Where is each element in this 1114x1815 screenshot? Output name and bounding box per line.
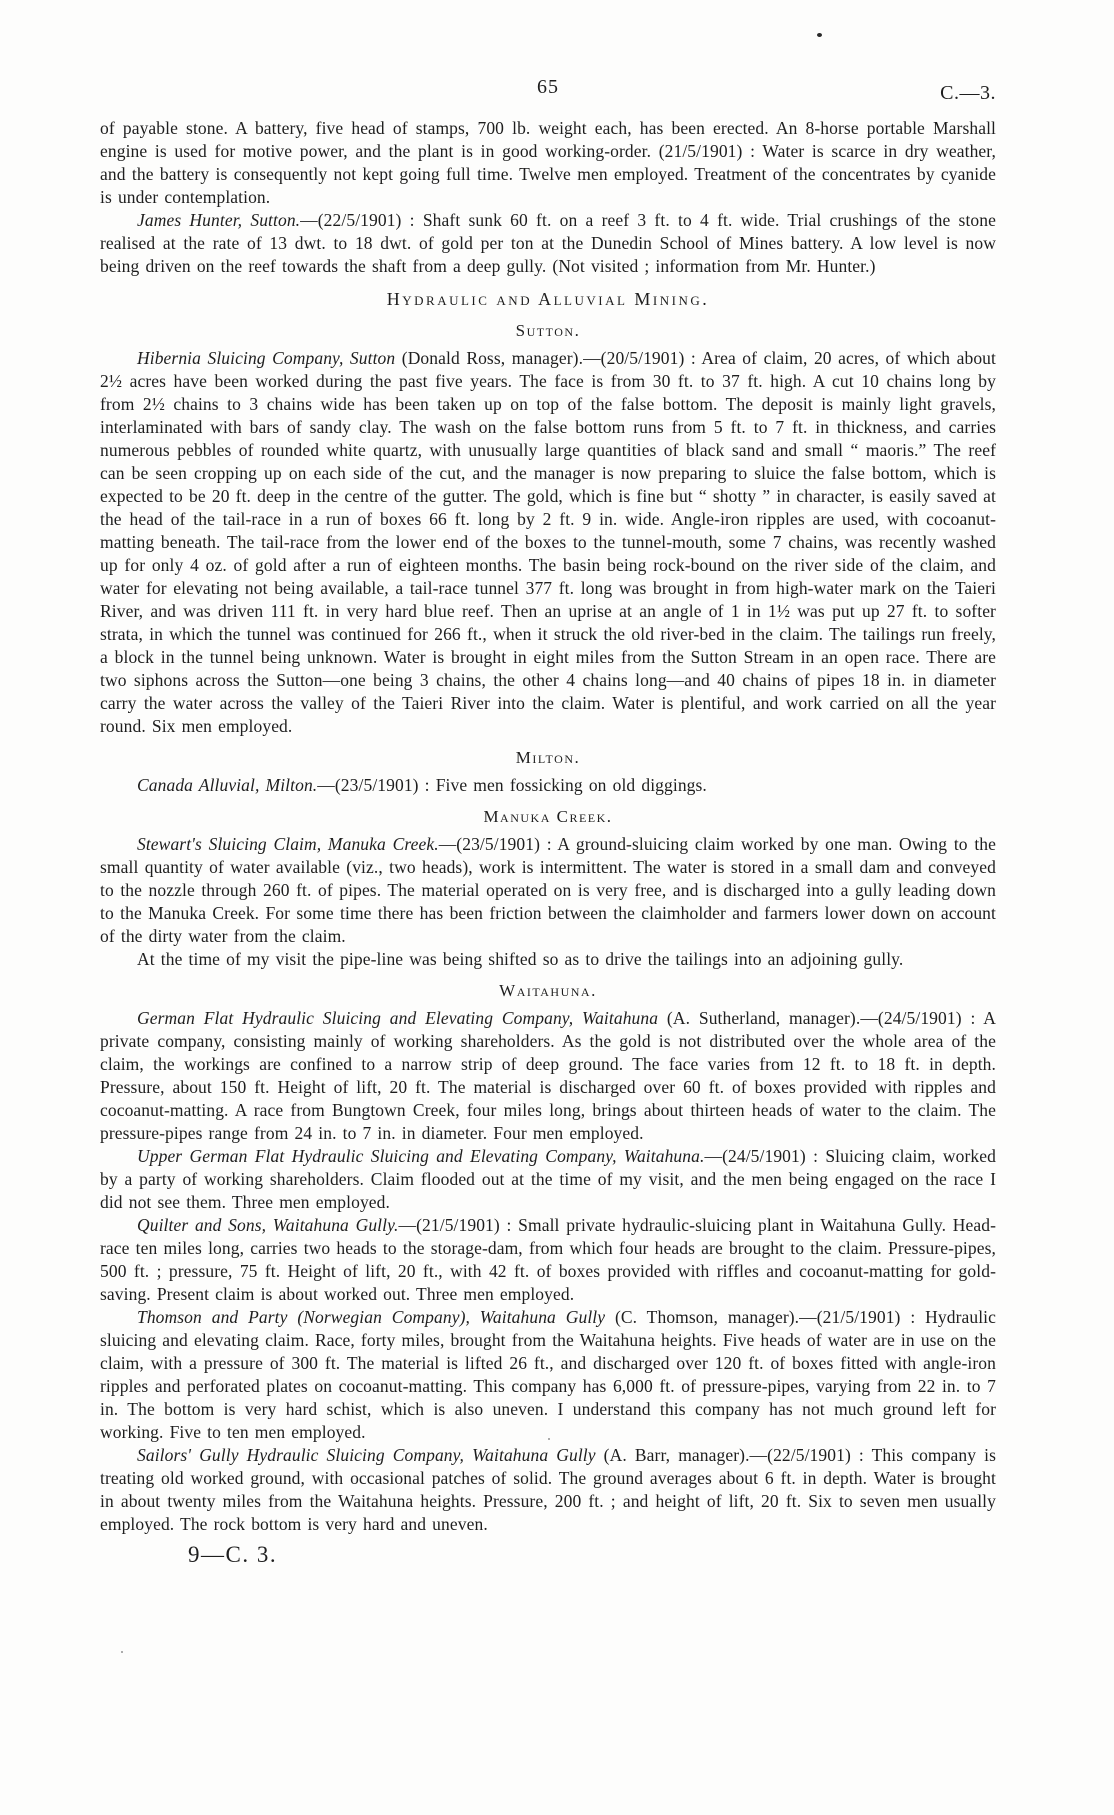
paragraph-upper-german-flat bbox=[100, 1145, 996, 1214]
paragraph-text: At the time of my visit the pipe-line was being shifted so as to drive the tailings into an adjoining gully. bbox=[137, 949, 904, 969]
document-code: C.—3. bbox=[940, 82, 996, 104]
paragraph-continuation bbox=[100, 117, 996, 209]
claim-name: Thomson and Party (Norwegian Company), Waitahuna Gully bbox=[137, 1307, 606, 1327]
claim-name: Hibernia Sluicing Company, Sutton bbox=[137, 348, 396, 368]
text-column bbox=[100, 76, 996, 1568]
claim-name: Upper German Flat Hydraulic Sluicing and Elevating Company, Waitahuna. bbox=[137, 1146, 705, 1166]
section-heading-hydraulic-and-alluvial-mining: Hydraulic and Alluvial Mining. bbox=[386, 289, 710, 309]
ink-speck bbox=[817, 33, 822, 37]
page-number: 65 bbox=[537, 76, 559, 98]
paragraph-sailors-gully bbox=[100, 1444, 996, 1536]
paragraph-hibernia-sluicing bbox=[100, 347, 996, 738]
subheading-waitahuna: Waitahuna. bbox=[499, 981, 597, 1000]
paragraph-text: —(22/5/1901) : Shaft sunk 60 ft. on a reef 3 ft. to 4 ft. wide. Trial crushings of the stone realised at the rate of 13 dwt. to 18 dwt. of gold per ton at the Dunedin School of Mines battery. A low level is now being driven on the reef towards the shaft from a deep gully. (Not visited ; information from Mr. Hunter.) bbox=[100, 210, 996, 276]
paragraph-quilter-and-sons bbox=[100, 1214, 996, 1306]
claim-name: Sailors' Gully Hydraulic Sluicing Company, Waitahuna Gully bbox=[137, 1445, 596, 1465]
subheading-manuka-creek: Manuka Creek. bbox=[483, 807, 613, 826]
claim-name: Stewart's Sluicing Claim, Manuka Creek. bbox=[137, 834, 439, 854]
page-header bbox=[100, 76, 996, 102]
subheading-milton: Milton. bbox=[515, 748, 581, 767]
paragraph-text: —(24/5/1901) : Sluicing claim, worked by a party of working shareholders. Claim flooded out at the time of my visit, and the men being engaged on the race I did not see them. Three men employed. bbox=[100, 1146, 996, 1212]
claim-name: German Flat Hydraulic Sluicing and Elevating Company, Waitahuna bbox=[137, 1008, 659, 1028]
paragraph-text: —(21/5/1901) : Small private hydraulic-sluicing plant in Waitahuna Gully. Head-race ten miles long, carries two heads to the storage-dam, from which four heads are brought to the claim. Pressure-pipes, 500 ft. ; pressure, 75 ft. Height of lift, 20 ft., with 42 ft. of boxes provided with riffles and cocoanut-matting for gold-saving. Present claim is about worked out. Three men employed. bbox=[100, 1215, 996, 1304]
paragraph-james-hunter bbox=[100, 209, 996, 278]
paragraph-text: —(23/5/1901) : Five men fossicking on old diggings. bbox=[317, 775, 707, 795]
paragraph-text: (C. Thomson, manager).—(21/5/1901) : Hydraulic sluicing and elevating claim. Race, forty miles, brought from the Waitahuna heights. Five heads of water are in use on the claim, with a pressure of 300 ft. The material is lifted 26 ft., and discharged over 120 ft. of boxes fitted with angle-iron ripples and perforated plates on cocoanut-matting. This company has 6,000 ft. of pressure-pipes, varying from 22 in. to 7 in. The bottom is very hard schist, which is also uneven. I understand this company has not much ground left for working. Five to ten men employed. bbox=[100, 1307, 997, 1442]
paragraph-german-flat bbox=[100, 1007, 996, 1145]
claim-name: Canada Alluvial, Milton. bbox=[137, 775, 318, 795]
claim-name: Quilter and Sons, Waitahuna Gully. bbox=[137, 1215, 399, 1235]
paragraph-pipe-line-note bbox=[100, 948, 996, 971]
paragraph-thomson-and-party bbox=[100, 1306, 996, 1444]
paragraph-text: —(23/5/1901) : A ground-sluicing claim worked by one man. Owing to the small quantity of water available (viz., two heads), work is intermittent. The water is stored in a small dam and conveyed to the nozzle through 260 ft. of pipes. The material operated on is very free, and is discharged into a gully leading down to the Manuka Creek. For some time there has been friction between the claimholder and farmers lower down on account of the dirty water from the claim. bbox=[100, 834, 997, 946]
subheading-sutton: Sutton. bbox=[515, 321, 581, 340]
paragraph-text: (Donald Ross, manager).—(20/5/1901) : Area of claim, 20 acres, of which about 2½ acres have been worked during the past five years. The face is from 30 ft. to 37 ft. high. A cut 10 chains long by from 2½ chains to 3 chains wide has been taken up on top of the false bottom. The deposit is mainly light gravels, interlaminated with bars of sandy clay. The wash on the false bottom runs from 5 ft. to 7 ft. in thickness, and carries numerous pebbles of rounded white quartz, with unusually large quantities of black sand and small “ maoris.” The reef can be seen cropping up on each side of the cut, and the manager is now preparing to sluice the false bottom, which is expected to be 20 ft. deep in the centre of the gutter. The gold, which is fine but “ shotty ” in character, is easily saved at the head of the tail-race in a run of boxes 66 ft. long by 2 ft. 9 in. wide. Angle-iron ripples are used, with cocoanut-matting beneath. The tail-race from the lower end of the boxes to the tunnel-mouth, some 7 chains, was recently washed up for only 4 oz. of gold after a run of eighteen months. The basin being rock-bound on the river side of the claim, and water for elevating not being available, a tail-race tunnel 377 ft. long was brought in from high-water mark on the Taieri River, and was driven 111 ft. in very hard blue reef. Then an uprise at an angle of 1 in 1½ was put up 27 ft. to softer strata, in which the tunnel was continued for 266 ft., when it struck the old river-bed in the claim. The tailings run freely, a block in the tunnel being unknown. Water is brought in eight miles from the Sutton Stream in an open race. There are two siphons across the Sutton—one being 3 chains, the other 4 chains long—and 40 chains of pipes 18 in. in diameter carry the water across the valley of the Taieri River into the claim. Water is plentiful, and work carried on all the year round. Six men employed. bbox=[100, 348, 996, 736]
paragraph-canada-alluvial bbox=[100, 774, 996, 797]
paragraph-text: of payable stone. A battery, five head of stamps, 700 lb. weight each, has been erected. An 8-horse portable Marshall engine is used for motive power, and the plant is in good working-order. (21/5/1901) : Water is scarce in dry weather, and the battery is consequently not kept going full time. Twelve men employed. Treatment of the concentrates by cyanide is under contemplation. bbox=[100, 118, 996, 207]
ink-speck bbox=[121, 1651, 123, 1653]
paragraph-text: (A. Barr, manager).—(22/5/1901) : This company is treating old worked ground, with occasional patches of solid. The ground averages about 6 ft. in depth. Water is brought in about twenty miles from the Waitahuna heights. Pressure, 200 ft. ; and height of lift, 20 ft. Six to seven men usually employed. The rock bottom is very hard and uneven. bbox=[100, 1445, 996, 1534]
printers-signature: 9—C. 3. bbox=[188, 1542, 278, 1567]
paragraph-stewarts-sluicing bbox=[100, 833, 996, 948]
paragraph-text: (A. Sutherland, manager).—(24/5/1901) : A private company, consisting mainly of working shareholders. As the gold is not distributed over the whole area of the claim, the workings are confined to a narrow strip of deep ground. The face varies from 12 ft. to 18 ft. in depth. Pressure, about 150 ft. Height of lift, 20 ft. The material is discharged over 60 ft. of boxes provided with ripples and cocoanut-matting. A race from Bungtown Creek, four miles long, brings about thirteen heads of water to the claim. The pressure-pipes range from 24 in. to 7 in. in diameter. Four men employed. bbox=[100, 1008, 997, 1143]
claim-name: James Hunter, Sutton. bbox=[137, 210, 301, 230]
